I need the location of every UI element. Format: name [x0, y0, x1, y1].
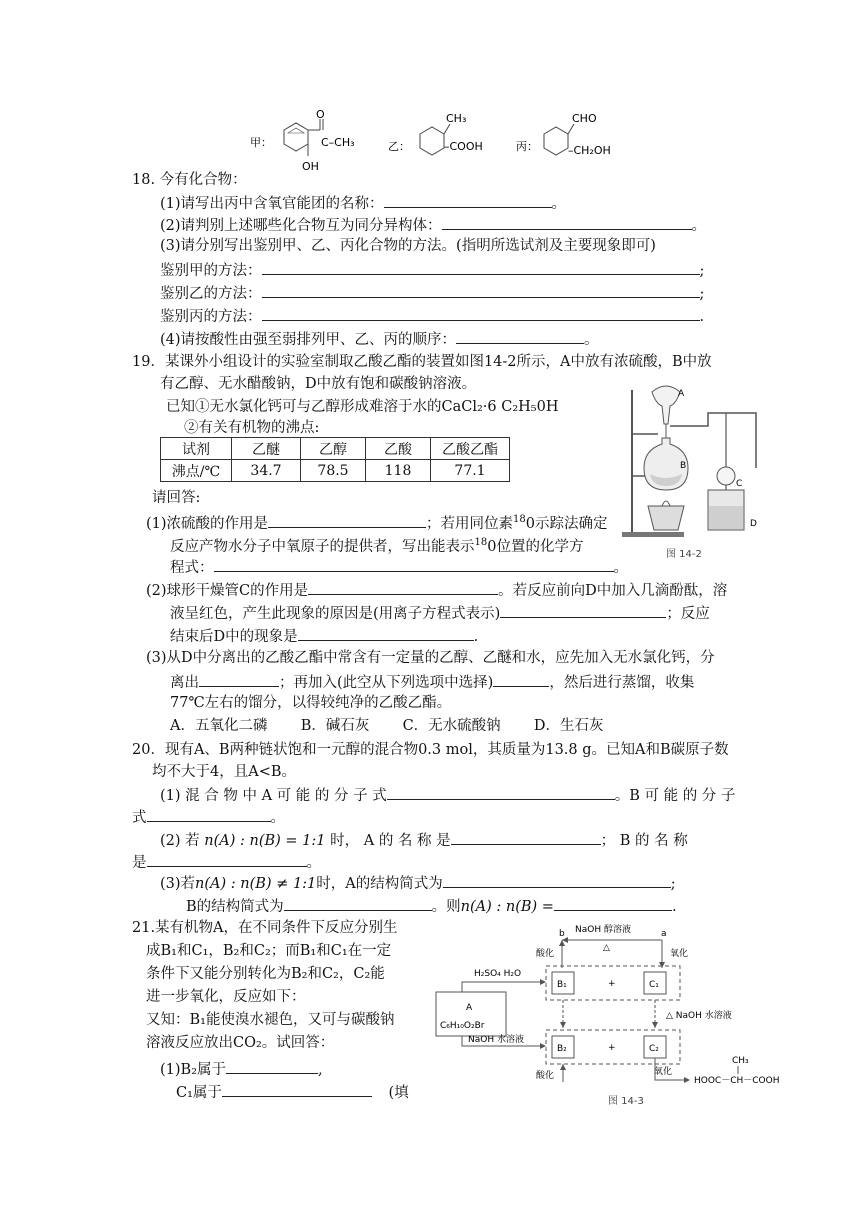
fig-oxidize-top: 氧化 [670, 949, 689, 959]
q18-method-jia-label: 鉴别甲的方法： [160, 263, 262, 279]
q20-answer-blank-6[interactable] [284, 895, 432, 911]
fig-delta-top: △ [603, 943, 610, 953]
q19-answer-prompt: 请回答: [152, 490, 201, 506]
q21-part1-b: C₁属于 [176, 1085, 222, 1101]
q19-part2-d: ；反应 [666, 606, 710, 622]
q19-answer-blank-2[interactable] [308, 579, 498, 595]
q19-choice-blank[interactable] [493, 671, 549, 687]
q21-part1-c: (填 [388, 1085, 409, 1101]
table-cell: 118 [366, 460, 431, 482]
q19-separate-blank[interactable] [199, 671, 279, 687]
fig-c2: C₂ [649, 1044, 659, 1054]
q20-part3-d: 。则 [431, 899, 461, 915]
q19-part1-a: (1)浓硫酸的作用是 [146, 516, 269, 532]
q18-part2-end: 。 [691, 218, 707, 234]
fig-a-formula: C₆H₁₀O₂Br [440, 1021, 485, 1031]
q19-stem-1: 19．某课外小组设计的实验室制取乙酸乙酯的装置如图14-2所示，A中放有浓硫酸，B中放 [132, 354, 712, 370]
q19-stem-2: 有乙醇、无水醋酸钠，D中放有饱和碳酸钠溶液。 [160, 376, 477, 392]
q18-answer-blank-2[interactable] [442, 214, 692, 230]
q20-part1-c-end: 。 [270, 810, 285, 826]
q19-isotope-mass-2: 18 [474, 537, 488, 548]
q20-part2-d-end: 。 [306, 855, 321, 871]
reaction-scheme-figure-14-3 [432, 922, 802, 1090]
q19-part3-d: ，然后进行蒸馏，收集 [549, 675, 695, 691]
q18-method-yi-label: 鉴别乙的方法： [160, 286, 262, 302]
fig-acidify-bottom: 酸化 [536, 1071, 555, 1081]
q21-line-5: 又知：B₁能使溴水褪色，又可与碳酸钠 [146, 1012, 395, 1028]
fig-b-marker: b [559, 929, 565, 939]
q19-part1-f-end: 。 [613, 560, 628, 576]
q19-part2-line3 [170, 625, 478, 647]
q20-part3-b: 时，A的结构简式为 [316, 876, 443, 892]
fig-14-2-caption: 图 14-2 [666, 549, 702, 560]
q20-part1-c: 式 [132, 810, 147, 826]
fig-label-d: D [750, 519, 757, 529]
q18-method-yi-end: ; [699, 286, 705, 302]
q19-part1-e: 0位置的化学方 [487, 539, 584, 555]
q19-part2-e: 结束后D中的现象是 [170, 629, 298, 645]
q20-answer-blank-2[interactable] [147, 806, 271, 822]
q19-equation-blank[interactable] [214, 556, 614, 572]
q18-part3: (3)请分别写出鉴别甲、乙、丙化合物的方法。(指明所选试剂及主要现象即可) [160, 238, 656, 254]
option-a: A．五氧化二磷 [170, 718, 268, 734]
q19-part1-line1 [146, 510, 608, 534]
jia-label: 甲： [250, 136, 272, 149]
table-cell: 乙醚 [232, 438, 301, 460]
table-cell: 77.1 [431, 460, 510, 482]
ratio-equal: n(A) : n(B) = 1:1 [204, 833, 326, 849]
fig-a-marker: a [661, 929, 667, 939]
q20-part2-b: 时， A 的 名 称 是 [330, 833, 451, 849]
jia-oh: OH [302, 160, 319, 173]
q18-part4 [160, 328, 599, 350]
q19-part1-line2 [170, 533, 583, 557]
q21-part1-a: (1)B₂属于 [160, 1062, 227, 1078]
fig-label-c: C [736, 479, 743, 489]
ratio-not-equal: n(A) : n(B) ≠ 1:1 [195, 876, 317, 892]
bing-cho: CHO [572, 112, 597, 125]
apparatus-figure-14-2 [618, 378, 768, 558]
q18-part2-text: (2)请判别上述哪些化合物互为同分异构体： [160, 218, 442, 234]
q19-part1-d: 反应产物水分子中氧原子的提供者，写出能表示 [170, 539, 475, 555]
q18-method-jia [160, 259, 704, 281]
q19-options [170, 716, 604, 736]
q18-method-yi-blank[interactable] [262, 282, 700, 298]
fig-naoh-alcohol: NaOH 醇溶液 [575, 925, 631, 935]
q18-answer-blank-1[interactable] [384, 192, 552, 208]
fig-naoh-aq-right: △ NaOH 水溶液 [666, 1011, 732, 1021]
structures-figure [250, 108, 630, 176]
option-d: D．生石灰 [533, 718, 604, 734]
q19-part3-line3: 77℃左右的馏分，以得较纯净的乙酸乙酯。 [170, 695, 452, 711]
fig-a-box: A [466, 1003, 473, 1013]
table-cell: 78.5 [301, 460, 366, 482]
q19-part2-a: (2)球形干燥管C的作用是 [146, 583, 309, 599]
q18-method-bing-label: 鉴别丙的方法： [160, 309, 262, 325]
q18-method-jia-blank[interactable] [262, 259, 700, 275]
fig-b2: B₂ [557, 1044, 567, 1054]
q21-part1-line1 [160, 1058, 323, 1080]
q19-part2-line2 [170, 602, 710, 624]
q18-part1-text: (1)请写出丙中含氧官能团的名称： [160, 196, 384, 212]
q18-method-bing-end: . [699, 309, 705, 325]
q21-line-4: 进一步氧化，反应如下： [146, 989, 306, 1005]
table-header-row [161, 438, 510, 460]
q19-part1-line3 [170, 556, 628, 578]
q20-part3-line2 [186, 895, 677, 917]
q20-part2-a: (2) 若 [160, 833, 200, 849]
fig-product: HOOC－CH－COOH [694, 1076, 780, 1086]
q19-part1-b: ；若用同位素 [426, 516, 514, 532]
q21-part1-a-end: , [318, 1062, 323, 1078]
q19-part3-line2 [170, 671, 694, 693]
q18-part4-text: (4)请按酸性由强至弱排列甲、乙、丙的顺序： [160, 332, 457, 348]
boiling-point-table [160, 437, 510, 482]
q21-line-2: 成B₁和C₁，B₂和C₂；而B₁和C₁在一定 [146, 943, 392, 959]
q19-part1-f: 程式： [170, 560, 214, 576]
fig-h2so4: H₂SO₄ H₂O [474, 969, 522, 979]
table-cell: 乙酸 [366, 438, 431, 460]
q20-part2-line2 [132, 851, 321, 873]
q21-line-6: 溶液反应放出CO₂。试回答： [146, 1035, 335, 1051]
option-b: B．碱石灰 [300, 718, 370, 734]
yi-ch3: CH₃ [446, 112, 467, 125]
fig-product-ch3: CH₃ [732, 1056, 749, 1066]
q20-part2-d: 是 [132, 855, 147, 871]
q18-part2 [160, 214, 706, 236]
q19-part2-c: 液呈红色，产生此现象的原因是(用离子方程式表示) [170, 606, 501, 622]
fig-plus-top: + [608, 979, 616, 989]
q19-part3-b: 离出 [170, 675, 199, 691]
q19-part2-e-end: . [473, 629, 479, 645]
fig-b1: B₁ [557, 980, 567, 990]
q18-stem: 18. 今有化合物： [132, 172, 247, 188]
q20-answer-blank-1[interactable] [387, 784, 615, 800]
fig-plus-bottom: + [608, 1043, 616, 1053]
table-cell: 试剂 [161, 438, 232, 460]
q21-line-3: 条件下又能分别转化为B₂和C₂，C₂能 [146, 966, 385, 982]
q20-stem-2: 均不大于4，且A<B。 [152, 764, 297, 780]
q20-stem-1: 20．现有A、B两种链状饱和一元醇的混合物0.3 mol，其质量为13.8 g。已知A和B碳原子数 [132, 742, 729, 758]
q18-method-bing-blank[interactable] [262, 305, 700, 321]
q20-part1-b: 。B 可 能 的 分 子 [614, 788, 736, 804]
q20-answer-blank-4[interactable] [147, 851, 307, 867]
jia-o: O [316, 108, 325, 121]
q19-part3-line1: (3)从D中分离出的乙酸乙酯中常含有一定量的乙醇、乙醚和水，应先加入无水氯化钙，分 [146, 650, 715, 666]
q20-answer-blank-7[interactable] [554, 895, 672, 911]
q20-part2-c: ； B 的 名 称 [600, 833, 688, 849]
yi-group: –COOH [444, 140, 483, 153]
ratio-question: n(A) : n(B) = [460, 899, 554, 915]
table-cell: 34.7 [232, 460, 301, 482]
q20-part3-c: B的结构简式为 [186, 899, 284, 915]
q20-answer-blank-3[interactable] [451, 829, 601, 845]
q19-isotope-mass: 18 [513, 514, 526, 525]
q18-part1-end: 。 [551, 196, 567, 212]
q19-known-1: 已知①无水氯化钙可与乙醇形成难溶于水的CaCl₂·6 C₂H₅0H [166, 399, 559, 415]
fig-oxidize-bottom: 氧化 [654, 1067, 673, 1077]
q20-part2-line1 [160, 829, 688, 851]
yi-label: 乙： [388, 140, 410, 153]
fig-14-3-caption: 图 14-3 [608, 1096, 644, 1107]
q18-answer-blank-4[interactable] [456, 328, 584, 344]
q18-method-bing [160, 305, 704, 327]
q19-known-2: ②有关有机物的沸点: [184, 420, 320, 436]
jia-group: C–CH₃ [321, 136, 355, 149]
q19-answer-blank-1[interactable] [268, 512, 426, 528]
table-cell: 乙酸乙酯 [431, 438, 510, 460]
q20-part1-line2 [132, 806, 285, 828]
q20-part1-a: (1) 混 合 物 中 A 可 能 的 分 子 式 [160, 788, 387, 804]
q18-method-jia-end: ; [699, 263, 705, 279]
bing-label: 丙： [516, 140, 538, 153]
q19-part3-c: ；再加入(此空从下列选项中选择) [279, 675, 494, 691]
q18-method-yi [160, 282, 704, 304]
q20-part3-d-end: . [671, 899, 677, 915]
fig-c1: C₁ [649, 980, 659, 990]
fig-acidify-top: 酸化 [536, 949, 555, 959]
table-cell: 沸点/℃ [161, 460, 232, 482]
fig-label-a: A [678, 389, 685, 399]
q19-part2-line1 [146, 579, 727, 601]
q19-part2-b: 。若反应前向D中加入几滴酚酞，溶 [498, 583, 728, 599]
q21-answer-blank-2[interactable] [222, 1081, 372, 1097]
q20-part3-line1 [160, 872, 676, 894]
table-cell: 乙醇 [301, 438, 366, 460]
q20-part3-b-end: ; [670, 876, 676, 892]
q20-part1-line1 [160, 784, 735, 806]
q21-line-1: 21.某有机物A，在不同条件下反应分别生 [132, 920, 398, 936]
table-row [161, 460, 510, 482]
q18-part4-end: 。 [584, 332, 599, 348]
q18-part1 [160, 192, 566, 214]
q21-part1-line2 [176, 1081, 409, 1103]
fig-naoh-aq-bottom: NaOH 水溶液 [468, 1035, 524, 1045]
fig-label-b: B [680, 461, 687, 471]
q19-part1-c: 0示踪法确定 [525, 516, 608, 532]
bing-ch2oh: –CH₂OH [568, 144, 611, 157]
q21-answer-blank-1[interactable] [226, 1058, 318, 1074]
q19-phenomenon-blank[interactable] [298, 625, 474, 641]
q20-answer-blank-5[interactable] [443, 872, 671, 888]
q19-ionic-equation-blank[interactable] [500, 602, 666, 618]
option-c: C．无水硫酸钠 [402, 718, 501, 734]
q20-part3-a: (3)若 [160, 876, 196, 892]
